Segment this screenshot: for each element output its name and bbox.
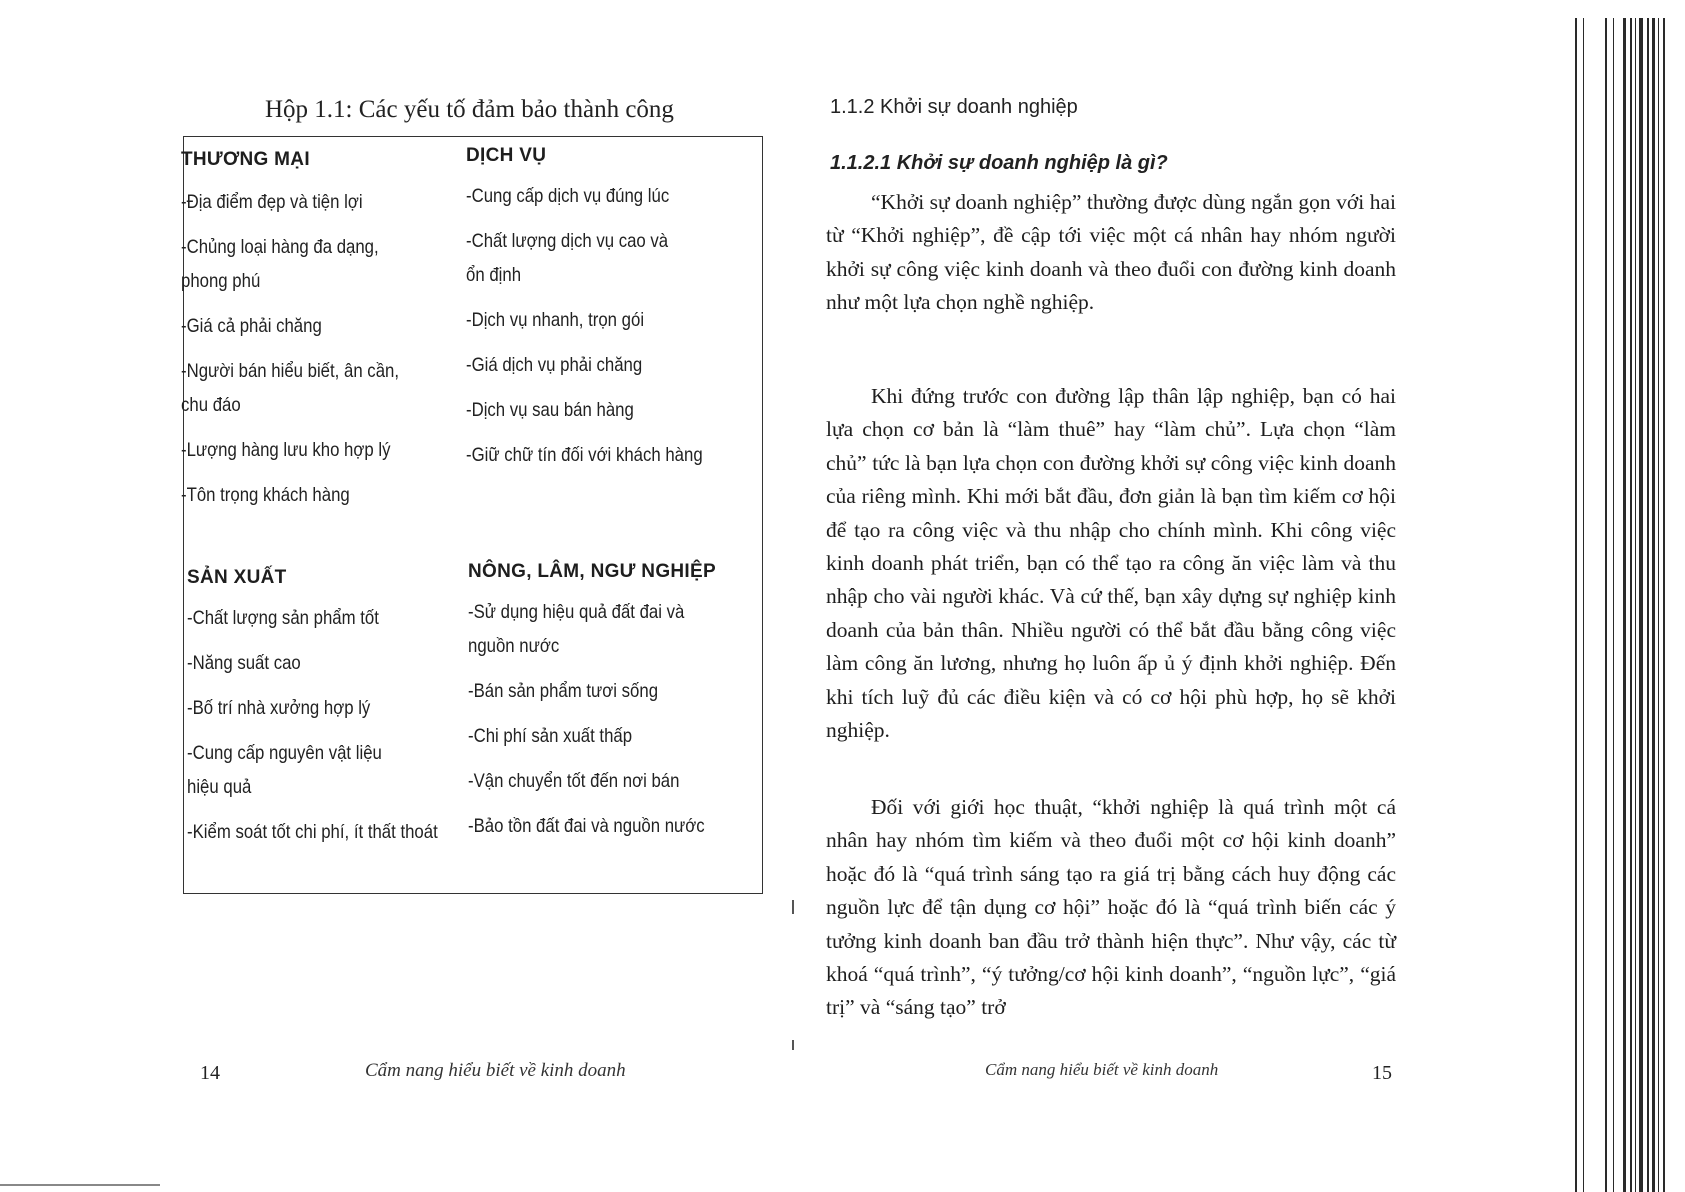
list-item: -Cung cấp dịch vụ đúng lúc — [466, 185, 670, 207]
agriculture-heading: NÔNG, LÂM, NGƯ NGHIỆP — [468, 561, 716, 582]
section-title: 1.1.2 Khởi sự doanh nghiệp — [830, 96, 1078, 118]
scan-mark — [0, 1184, 160, 1186]
list-item: -Dịch vụ nhanh, trọn gói — [466, 309, 645, 331]
list-item: ổn định — [466, 264, 522, 286]
right-page — [790, 0, 1570, 1192]
scan-mark — [792, 1040, 794, 1050]
list-item: hiệu quả — [187, 776, 252, 798]
list-item: -Tôn trọng khách hàng — [181, 484, 350, 506]
list-item: nguồn nước — [468, 635, 560, 657]
scan-mark — [792, 900, 794, 914]
paragraph: Khi đứng trước con đường lập thân lập nghiệp, bạn có hai lựa chọn cơ bản là “làm thuê” hay “làm chủ”. Lựa chọn “làm chủ” tức là bạn lựa chọn con đường khởi sự công việc kinh doanh của riêng mình. Khi mới bắt đầu, đơn giản là bạn tìm kiếm cơ hội để tạo ra công việc và thu nhập cho chính mình. Khi công việc kinh doanh phát triển, bạn có thể tạo ra công ăn việc làm và thu nhập cho vài người khác. Và cứ thế, bạn xây dựng sự nghiệp kinh doanh của bản thân. Nhiều người có thể bắt đầu bằng công việc làm công ăn lương, nhưng họ luôn ấp ủ ý định khởi nghiệp. Đến khi tích luỹ đủ các điều kiện và có cơ hội phù hợp, họ sẽ khởi nghiệp. — [826, 384, 1396, 743]
list-item: chu đáo — [181, 394, 241, 416]
paragraph: Đối với giới học thuật, “khởi nghiệp là quá trình một cá nhân hay nhóm tìm kiếm và theo đuổi một cơ hội kinh doanh” hoặc đó là “quá trình sáng tạo ra giá trị bằng cách huy động các nguồn lực để tận dụng cơ hội” hoặc đó là “quá trình biến các ý tưởng kinh doanh ban đầu trở thành hiện thực”. Như vậy, các từ khoá “quá trình”, “ý tưởng/cơ hội kinh doanh”, “nguồn lực”, “giá trị” và “sáng tạo” trở — [826, 795, 1396, 1020]
page-footer: Cẩm nang hiểu biết về kinh doanh — [985, 1060, 1219, 1079]
box-title: Hộp 1.1: Các yếu tố đảm bảo thành công — [265, 96, 674, 123]
scan-edge-artifact — [1575, 0, 1685, 1192]
list-item: -Địa điểm đẹp và tiện lợi — [181, 191, 363, 213]
list-item: -Giá dịch vụ phải chăng — [466, 354, 643, 376]
subsection-title: 1.1.2.1 Khởi sự doanh nghiệp là gì? — [830, 152, 1168, 174]
list-item: -Kiểm soát tốt chi phí, ít thất thoát — [187, 821, 438, 843]
production-heading: SẢN XUẤT — [187, 567, 287, 588]
commerce-heading: THƯƠNG MẠI — [181, 149, 310, 170]
list-item: -Giữ chữ tín đối với khách hàng — [466, 444, 703, 466]
list-item: -Chi phí sản xuất thấp — [468, 725, 633, 747]
list-item: -Chủng loại hàng đa dạng, — [181, 236, 379, 258]
commerce-column — [181, 149, 435, 512]
list-item: -Năng suất cao — [187, 652, 301, 674]
list-item: -Bán sản phẩm tươi sống — [468, 680, 659, 702]
list-item: -Bảo tồn đất đai và nguồn nước — [468, 815, 705, 837]
left-page — [0, 0, 790, 1192]
list-item: -Cung cấp nguyên vật liệu — [187, 742, 382, 764]
list-item: -Sử dụng hiệu quả đất đai và — [468, 601, 685, 623]
page-footer: Cẩm nang hiểu biết về kinh doanh — [365, 1060, 626, 1081]
list-item: -Dịch vụ sau bán hàng — [466, 399, 634, 421]
list-item: -Chất lượng sản phẩm tốt — [187, 607, 379, 629]
production-column — [187, 567, 479, 849]
paragraph: “Khởi sự doanh nghiệp” thường được dùng ngắn gọn với hai từ “Khởi nghiệp”, đề cập tới việc một cá nhân hay nhóm người khởi sự công việc kinh doanh và theo đuổi con đường kinh doanh như một lựa chọn nghề nghiệp. — [826, 190, 1396, 315]
success-factors-box — [183, 136, 763, 894]
page-number: 14 — [200, 1062, 220, 1084]
list-item: phong phú — [181, 270, 261, 292]
list-item: -Giá cả phải chăng — [181, 315, 322, 337]
list-item: -Lượng hàng lưu kho hợp lý — [181, 439, 391, 461]
services-heading: DỊCH VỤ — [466, 145, 547, 166]
list-item: -Chất lượng dịch vụ cao và — [466, 230, 669, 252]
list-item: -Người bán hiểu biết, ân cần, — [181, 360, 400, 382]
list-item: -Vận chuyển tốt đến nơi bán — [468, 770, 680, 792]
agriculture-column — [468, 561, 743, 843]
list-item: -Bố trí nhà xưởng hợp lý — [187, 697, 371, 719]
services-column — [466, 145, 741, 472]
page-number: 15 — [1372, 1062, 1392, 1084]
